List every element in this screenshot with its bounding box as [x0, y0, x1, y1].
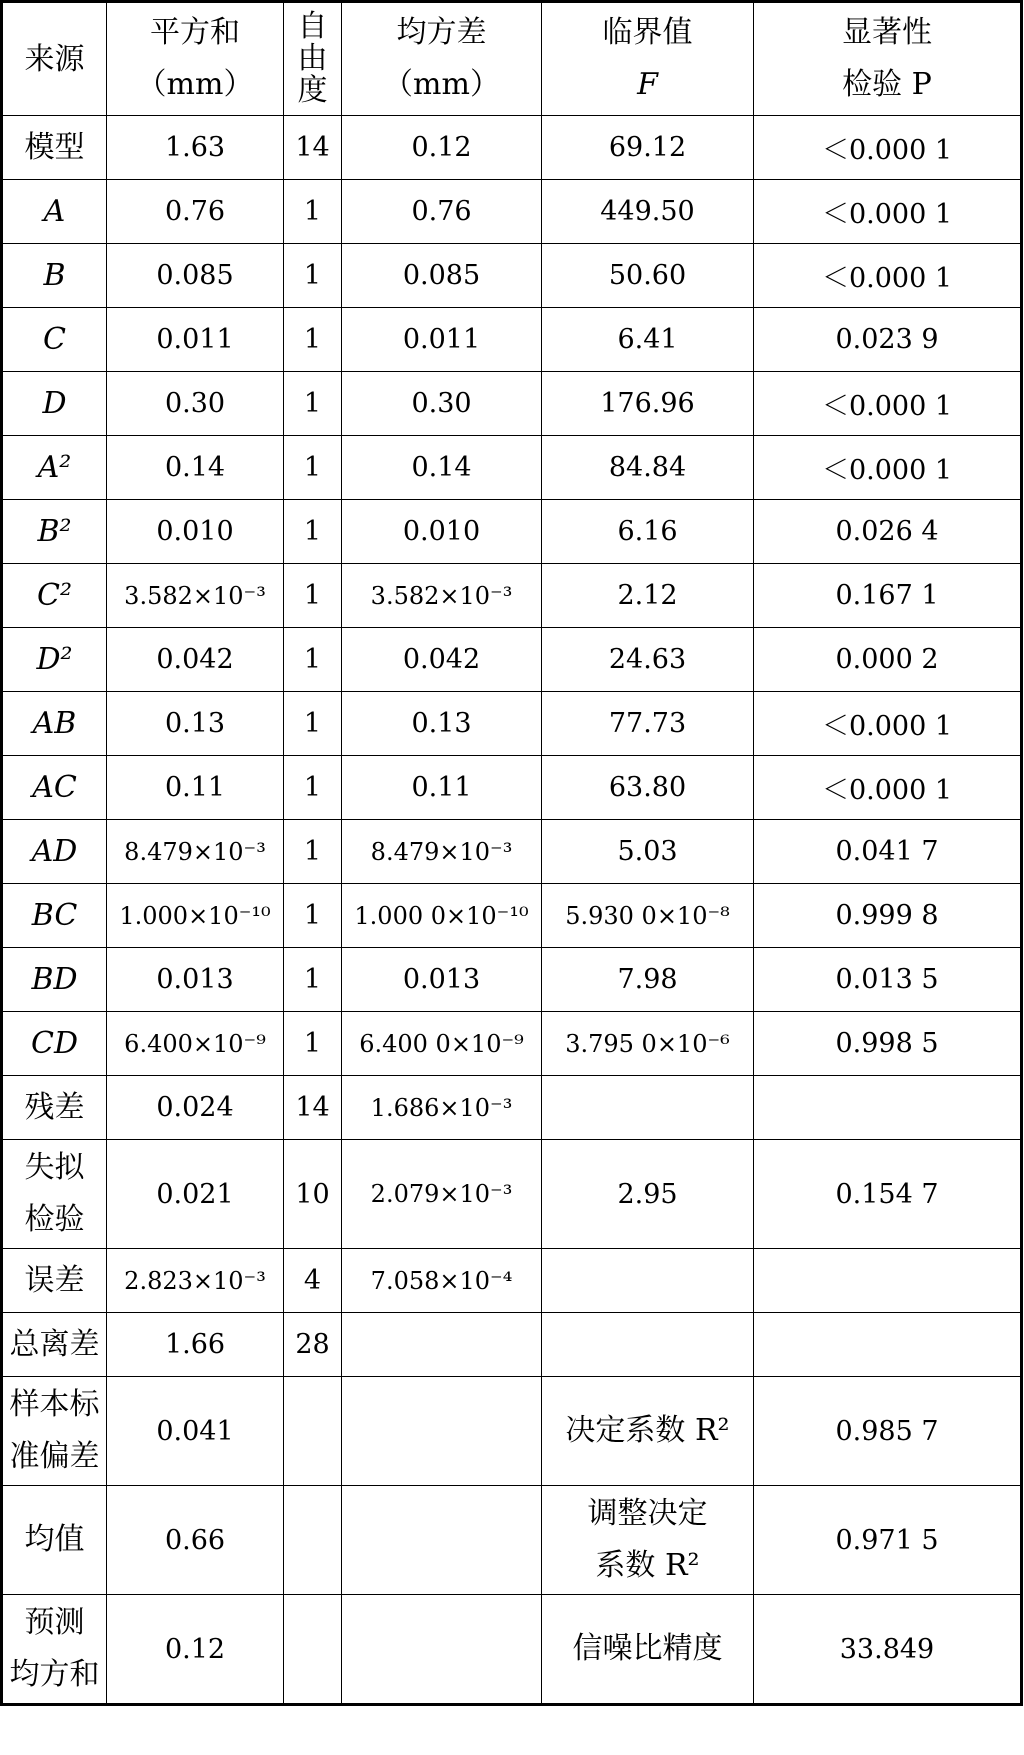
row-p-value: 0.023 9	[754, 308, 1022, 372]
row-sum-of-squares: 0.085	[107, 244, 284, 308]
row-p-value: 0.167 1	[754, 564, 1022, 628]
table-row-lack-of-fit	[2, 1140, 1022, 1249]
row-mean-square: 0.11	[342, 756, 542, 820]
stat-label: 调整决定 系数 R²	[542, 1486, 754, 1595]
table-row	[2, 948, 1022, 1012]
row-mean-square: 0.011	[342, 308, 542, 372]
row-source: C	[2, 308, 107, 372]
row-degrees-of-freedom	[284, 1595, 342, 1705]
row-degrees-of-freedom: 1	[284, 308, 342, 372]
row-degrees-of-freedom: 1	[284, 436, 342, 500]
anova-body	[2, 116, 1022, 1705]
row-source: 模型	[2, 116, 107, 180]
row-sum-of-squares: 1.66	[107, 1313, 284, 1377]
row-source: 预测 均方和	[2, 1595, 107, 1705]
row-p-value	[754, 1249, 1022, 1313]
row-sum-of-squares: 0.13	[107, 692, 284, 756]
row-p-value: 0.013 5	[754, 948, 1022, 1012]
row-p-value: 0.041 7	[754, 820, 1022, 884]
table-row	[2, 756, 1022, 820]
row-degrees-of-freedom: 1	[284, 180, 342, 244]
row-f-value: 449.50	[542, 180, 754, 244]
row-degrees-of-freedom: 1	[284, 500, 342, 564]
row-source: 总离差	[2, 1313, 107, 1377]
row-degrees-of-freedom: 1	[284, 820, 342, 884]
row-source: 残差	[2, 1076, 107, 1140]
table-row	[2, 308, 1022, 372]
row-sum-of-squares: 0.66	[107, 1486, 284, 1595]
row-f-value: 7.98	[542, 948, 754, 1012]
row-p-value: ＜0.000 1	[754, 180, 1022, 244]
row-source: AD	[2, 820, 107, 884]
row-degrees-of-freedom	[284, 1377, 342, 1486]
row-mean-square: 0.30	[342, 372, 542, 436]
stat-value: 0.985 7	[754, 1377, 1022, 1486]
row-f-value: 5.03	[542, 820, 754, 884]
row-p-value: 0.000 2	[754, 628, 1022, 692]
row-source: 样本标 准偏差	[2, 1377, 107, 1486]
table-row	[2, 628, 1022, 692]
table-row	[2, 564, 1022, 628]
row-degrees-of-freedom: 14	[284, 1076, 342, 1140]
row-source: BC	[2, 884, 107, 948]
row-p-value: ＜0.000 1	[754, 116, 1022, 180]
row-f-value: 3.795 0×10⁻⁶	[542, 1012, 754, 1076]
row-degrees-of-freedom: 1	[284, 948, 342, 1012]
row-f-value: 5.930 0×10⁻⁸	[542, 884, 754, 948]
table-row-stat	[2, 1486, 1022, 1595]
row-sum-of-squares: 0.12	[107, 1595, 284, 1705]
table-row	[2, 820, 1022, 884]
row-mean-square: 0.013	[342, 948, 542, 1012]
row-source: A	[2, 180, 107, 244]
row-degrees-of-freedom: 1	[284, 1012, 342, 1076]
row-sum-of-squares: 0.041	[107, 1377, 284, 1486]
row-mean-square	[342, 1486, 542, 1595]
header-p-value: 显著性 检验 P	[754, 2, 1022, 116]
table-row-error	[2, 1249, 1022, 1313]
row-source: B	[2, 244, 107, 308]
row-sum-of-squares: 3.582×10⁻³	[107, 564, 284, 628]
row-degrees-of-freedom: 1	[284, 372, 342, 436]
row-sum-of-squares: 0.011	[107, 308, 284, 372]
row-mean-square: 0.085	[342, 244, 542, 308]
row-source: BD	[2, 948, 107, 1012]
row-mean-square: 1.686×10⁻³	[342, 1076, 542, 1140]
row-sum-of-squares: 1.000×10⁻¹⁰	[107, 884, 284, 948]
row-f-value	[542, 1313, 754, 1377]
header-degrees-of-freedom: 自 由 度	[284, 2, 342, 116]
row-sum-of-squares: 0.013	[107, 948, 284, 1012]
row-f-value	[542, 1076, 754, 1140]
row-sum-of-squares: 0.14	[107, 436, 284, 500]
row-f-value: 24.63	[542, 628, 754, 692]
row-sum-of-squares: 0.30	[107, 372, 284, 436]
row-degrees-of-freedom: 10	[284, 1140, 342, 1249]
table-row	[2, 1076, 1022, 1140]
row-mean-square: 0.042	[342, 628, 542, 692]
row-f-value	[542, 1249, 754, 1313]
row-f-value: 84.84	[542, 436, 754, 500]
table-row	[2, 884, 1022, 948]
row-p-value: ＜0.000 1	[754, 372, 1022, 436]
stat-label: 信噪比精度	[542, 1595, 754, 1705]
row-source: B²	[2, 500, 107, 564]
row-source: AB	[2, 692, 107, 756]
row-degrees-of-freedom: 1	[284, 756, 342, 820]
header-sum-of-squares: 平方和 （mm）	[107, 2, 284, 116]
row-f-value: 63.80	[542, 756, 754, 820]
row-f-value: 6.16	[542, 500, 754, 564]
row-mean-square: 0.14	[342, 436, 542, 500]
row-degrees-of-freedom: 1	[284, 628, 342, 692]
row-mean-square: 0.010	[342, 500, 542, 564]
row-degrees-of-freedom: 4	[284, 1249, 342, 1313]
table-row-total	[2, 1313, 1022, 1377]
row-sum-of-squares: 2.823×10⁻³	[107, 1249, 284, 1313]
row-p-value	[754, 1076, 1022, 1140]
stat-value: 33.849	[754, 1595, 1022, 1705]
row-f-value: 50.60	[542, 244, 754, 308]
header-mean-square: 均方差 （mm）	[342, 2, 542, 116]
row-p-value: 0.998 5	[754, 1012, 1022, 1076]
row-source: AC	[2, 756, 107, 820]
row-mean-square: 2.079×10⁻³	[342, 1140, 542, 1249]
row-p-value: ＜0.000 1	[754, 692, 1022, 756]
table-row	[2, 692, 1022, 756]
row-p-value: 0.154 7	[754, 1140, 1022, 1249]
header-row	[2, 2, 1022, 116]
row-mean-square: 6.400 0×10⁻⁹	[342, 1012, 542, 1076]
row-source: 失拟 检验	[2, 1140, 107, 1249]
row-f-value: 2.12	[542, 564, 754, 628]
table-row	[2, 1012, 1022, 1076]
row-mean-square: 7.058×10⁻⁴	[342, 1249, 542, 1313]
row-f-value: 176.96	[542, 372, 754, 436]
row-mean-square: 0.13	[342, 692, 542, 756]
row-degrees-of-freedom: 1	[284, 564, 342, 628]
stat-label: 决定系数 R²	[542, 1377, 754, 1486]
table-row	[2, 372, 1022, 436]
row-f-value: 77.73	[542, 692, 754, 756]
row-source: CD	[2, 1012, 107, 1076]
row-source: A²	[2, 436, 107, 500]
row-mean-square: 0.12	[342, 116, 542, 180]
table-row	[2, 500, 1022, 564]
row-source: 误差	[2, 1249, 107, 1313]
row-f-value: 6.41	[542, 308, 754, 372]
row-f-value: 69.12	[542, 116, 754, 180]
stat-value: 0.971 5	[754, 1486, 1022, 1595]
row-sum-of-squares: 0.024	[107, 1076, 284, 1140]
row-degrees-of-freedom: 1	[284, 244, 342, 308]
row-degrees-of-freedom: 14	[284, 116, 342, 180]
row-mean-square	[342, 1377, 542, 1486]
table-row-stat	[2, 1377, 1022, 1486]
row-p-value: ＜0.000 1	[754, 756, 1022, 820]
row-p-value: ＜0.000 1	[754, 244, 1022, 308]
row-mean-square: 1.000 0×10⁻¹⁰	[342, 884, 542, 948]
row-sum-of-squares: 1.63	[107, 116, 284, 180]
row-sum-of-squares: 0.010	[107, 500, 284, 564]
table-row-stat	[2, 1595, 1022, 1705]
row-degrees-of-freedom: 1	[284, 884, 342, 948]
row-source: C²	[2, 564, 107, 628]
table-row	[2, 244, 1022, 308]
row-source: 均值	[2, 1486, 107, 1595]
row-mean-square	[342, 1313, 542, 1377]
row-p-value: ＜0.000 1	[754, 436, 1022, 500]
row-mean-square: 8.479×10⁻³	[342, 820, 542, 884]
row-p-value: 0.026 4	[754, 500, 1022, 564]
table-row	[2, 180, 1022, 244]
header-source: 来源	[2, 2, 107, 116]
row-sum-of-squares: 0.021	[107, 1140, 284, 1249]
table-row	[2, 436, 1022, 500]
row-degrees-of-freedom	[284, 1486, 342, 1595]
row-sum-of-squares: 0.042	[107, 628, 284, 692]
row-source: D²	[2, 628, 107, 692]
table-row	[2, 116, 1022, 180]
row-p-value	[754, 1313, 1022, 1377]
row-p-value: 0.999 8	[754, 884, 1022, 948]
header-f-value: 临界值 F	[542, 2, 754, 116]
row-sum-of-squares: 8.479×10⁻³	[107, 820, 284, 884]
row-sum-of-squares: 0.76	[107, 180, 284, 244]
row-sum-of-squares: 0.11	[107, 756, 284, 820]
row-mean-square: 0.76	[342, 180, 542, 244]
row-sum-of-squares: 6.400×10⁻⁹	[107, 1012, 284, 1076]
row-degrees-of-freedom: 28	[284, 1313, 342, 1377]
row-source: D	[2, 372, 107, 436]
row-degrees-of-freedom: 1	[284, 692, 342, 756]
row-f-value: 2.95	[542, 1140, 754, 1249]
row-mean-square	[342, 1595, 542, 1705]
row-mean-square: 3.582×10⁻³	[342, 564, 542, 628]
